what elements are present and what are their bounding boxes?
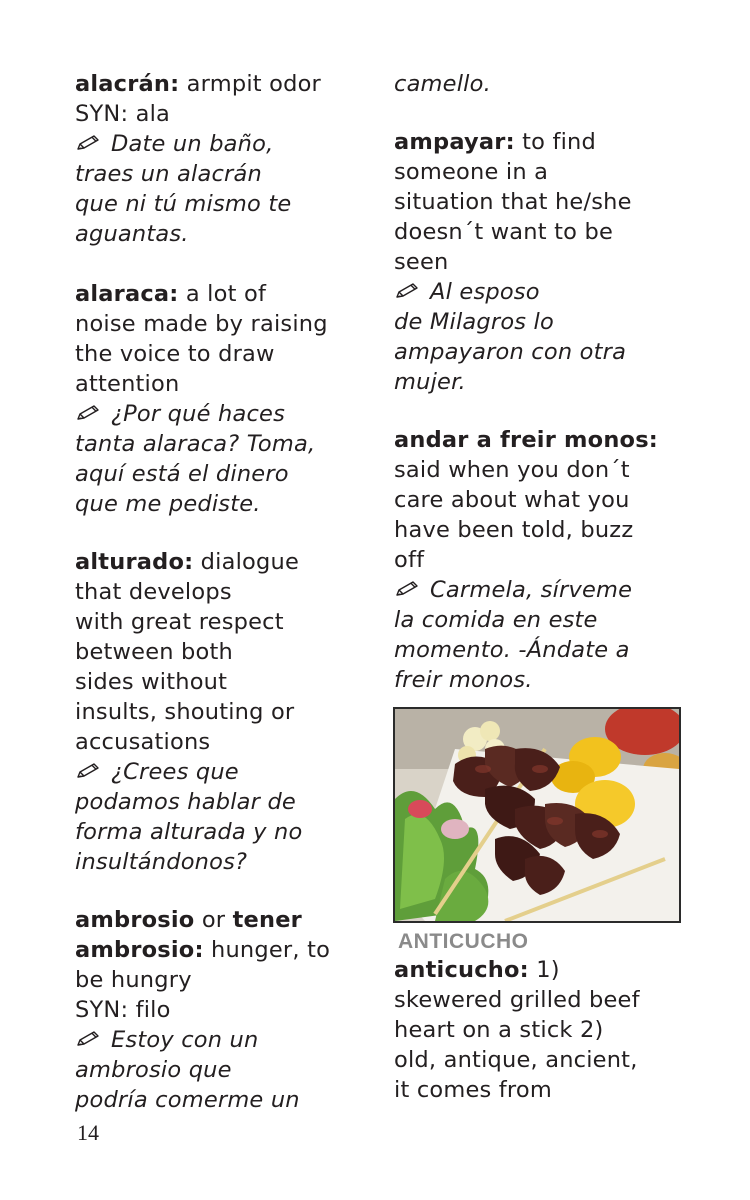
pencil-icon <box>75 1030 101 1048</box>
headword: ambrosio <box>75 907 195 933</box>
headword: tener <box>232 907 302 933</box>
definition: doesn´t want to be <box>394 219 613 245</box>
example: aquí está el dinero <box>75 461 289 487</box>
definition: dialogue <box>200 549 299 575</box>
definition: the voice to draw <box>75 341 275 367</box>
example: que ni tú mismo te <box>75 191 292 217</box>
definition: accusations <box>75 729 211 755</box>
entry-anticucho <box>394 955 694 1105</box>
pencil-icon <box>75 134 101 152</box>
pencil-icon <box>394 282 420 300</box>
example: mujer. <box>394 369 466 395</box>
example: la comida en este <box>394 607 598 633</box>
definition: a lot of <box>185 281 267 307</box>
definition: seen <box>394 249 449 275</box>
definition: heart on a stick 2) <box>394 1017 604 1043</box>
example: aguantas. <box>75 221 189 247</box>
entry-alacran <box>75 69 375 249</box>
headword: andar a freir monos: <box>394 427 658 453</box>
right-column <box>394 69 694 1105</box>
anticucho-skewers-photo <box>395 709 679 921</box>
definition: situation that he/she <box>394 189 632 215</box>
definition: skewered grilled beef <box>394 987 640 1013</box>
example: ampayaron con otra <box>394 339 627 365</box>
page-number: 14 <box>77 1120 99 1145</box>
continued-example: camello. <box>394 71 491 97</box>
example: podamos hablar de <box>75 789 296 815</box>
definition: sides without <box>75 669 228 695</box>
example: momento. -Ándate a <box>394 637 630 663</box>
definition: insults, shouting or <box>75 699 295 725</box>
definition: armpit odor <box>186 71 322 97</box>
definition: it comes from <box>394 1077 552 1103</box>
example: forma alturada y no <box>75 819 303 845</box>
entry-ampayar <box>394 127 694 397</box>
example: ¿Crees que <box>111 759 239 785</box>
example: Date un baño, <box>111 131 274 157</box>
definition: to find <box>522 129 596 155</box>
headword: anticucho: <box>394 957 529 983</box>
definition: have been told, buzz <box>394 517 634 543</box>
example: tanta alaraca? Toma, <box>75 431 316 457</box>
headword: alacrán: <box>75 71 180 97</box>
example: podría comerme un <box>75 1087 300 1113</box>
pencil-icon <box>394 580 420 598</box>
definition: be hungry <box>75 967 192 993</box>
definition: hunger, to <box>211 937 331 963</box>
headword: ambrosio: <box>75 937 204 963</box>
entry-andar-a-freir-monos <box>394 425 694 695</box>
photo-caption: ANTICUCHO <box>398 930 529 953</box>
example: Estoy con un <box>111 1027 259 1053</box>
pencil-icon <box>75 762 101 780</box>
definition: 1) <box>536 957 560 983</box>
connector: or <box>201 907 226 933</box>
definition: that develops <box>75 579 232 605</box>
example: ¿Por qué haces <box>111 401 285 427</box>
example: ambrosio que <box>75 1057 232 1083</box>
example: que me pediste. <box>75 491 261 517</box>
example: freir monos. <box>394 667 533 693</box>
definition: with great respect <box>75 609 284 635</box>
entry-alturado <box>75 547 375 877</box>
definition: off <box>394 547 425 573</box>
example: de Milagros lo <box>394 309 554 335</box>
definition: care about what you <box>394 487 630 513</box>
example: insultándonos? <box>75 849 248 875</box>
headword: ampayar: <box>394 129 515 155</box>
example: traes un alacrán <box>75 161 262 187</box>
definition: noise made by raising <box>75 311 328 337</box>
definition: said when you don´t <box>394 457 630 483</box>
example: Al esposo <box>430 279 540 305</box>
synonym: SYN: ala <box>75 101 171 127</box>
entry-alaraca <box>75 279 375 519</box>
example: Carmela, sírveme <box>430 577 633 603</box>
headword: alaraca: <box>75 281 179 307</box>
synonym: SYN: filo <box>75 997 171 1023</box>
definition: old, antique, ancient, <box>394 1047 638 1073</box>
definition: between both <box>75 639 233 665</box>
left-column <box>75 69 375 1115</box>
definition: attention <box>75 371 180 397</box>
headword: alturado: <box>75 549 194 575</box>
definition: someone in a <box>394 159 549 185</box>
pencil-icon <box>75 404 101 422</box>
entry-ambrosio <box>75 905 375 1115</box>
anticucho-photo <box>393 707 681 923</box>
